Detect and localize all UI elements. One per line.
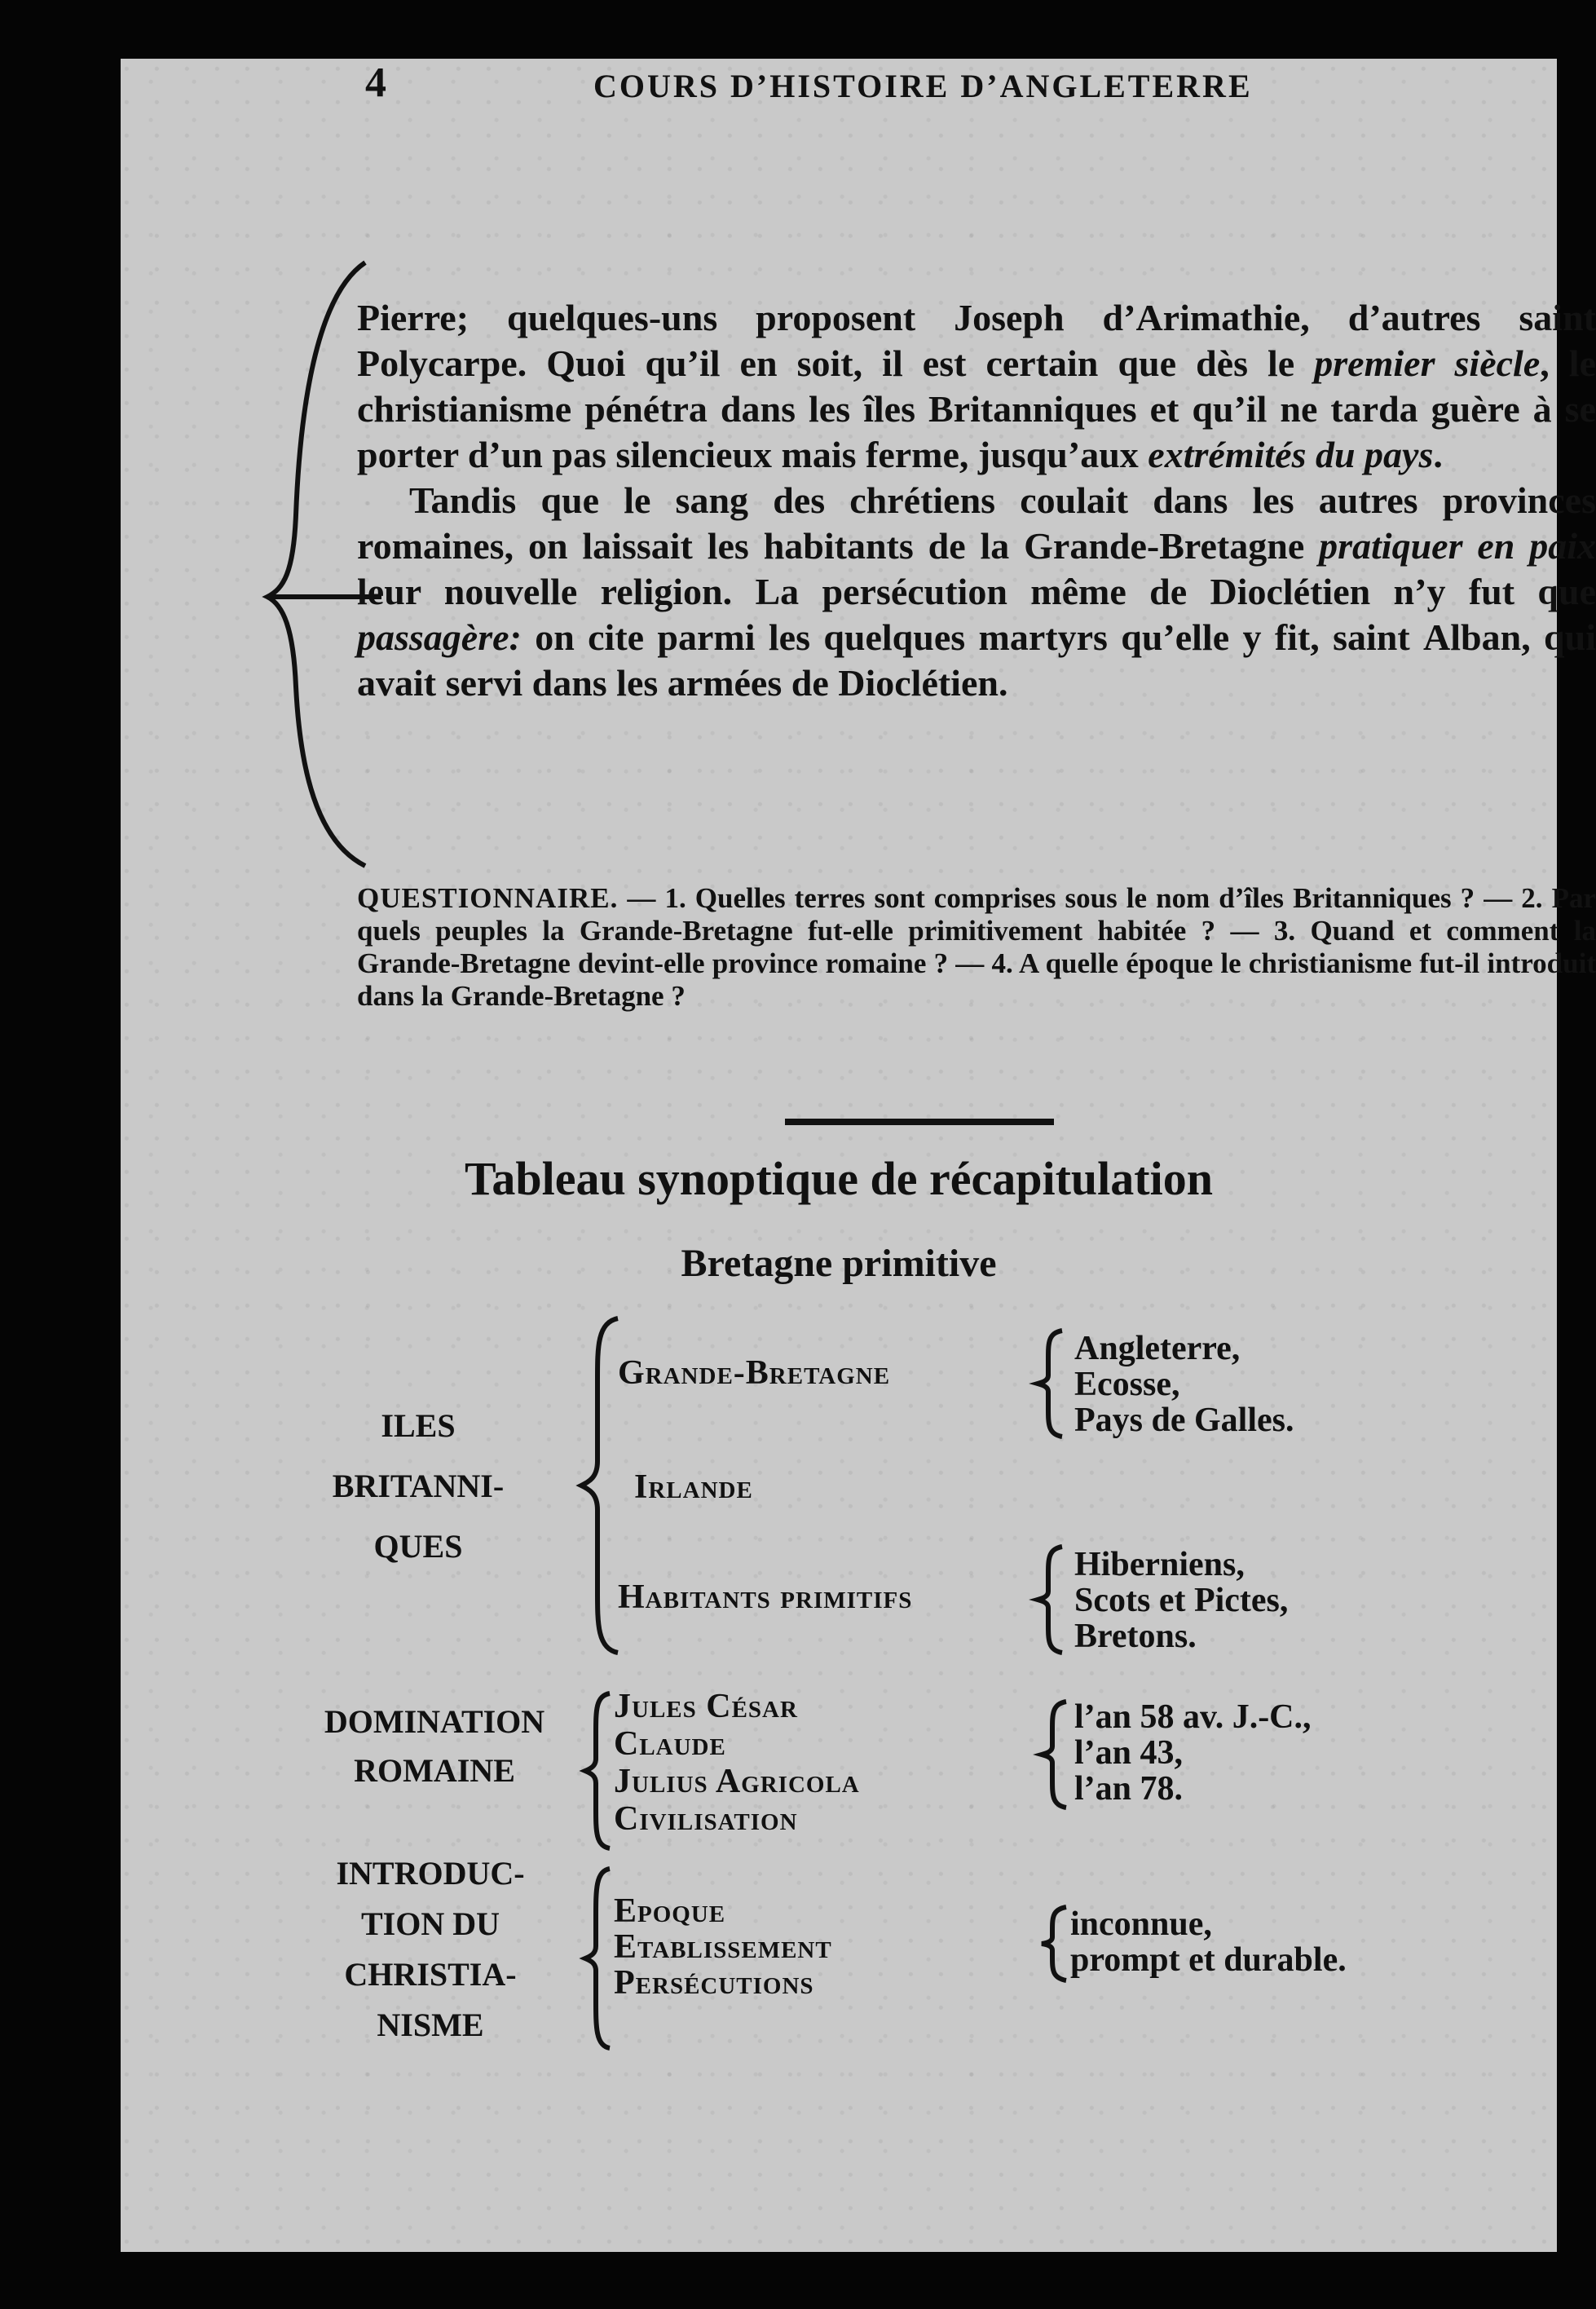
item-grande-bretagne: Grande-Bretagne [618, 1354, 891, 1392]
label-introduction-christianisme: INTRODUC- TION DU CHRISTIA- NISME [336, 1855, 525, 2043]
paragraph-2: Tandis que le sang des chrétiens coulait dans les autres provinces romaines, on laissait les habitants de la Grande-Bretagne pratiquer en paix leur nouvelle religion. La persécution même de Dioclétien n’y fut que passagère: on cite parmi les quelques martyrs qu’elle y fit, saint Alban, qui avait servi dans les armées de Dioclétien. [357, 479, 1596, 704]
introduction-values: inconnue, prompt et durable. [1070, 1905, 1347, 1979]
page-number: 4 [365, 60, 386, 106]
questionnaire-label: QUESTIONNAIRE. [357, 882, 619, 914]
domination-dates: l’an 58 av. J.-C., l’an 43, l’an 78. [1074, 1698, 1312, 1808]
introduction-items: Epoque Etablissement Persécutions [614, 1892, 832, 2002]
label-iles-britanniques: ILES BRITANNI- QUES [332, 1407, 505, 1565]
domination-items: Jules César Claude Julius Agricola Civilisation [614, 1688, 860, 1838]
habitants-list: Hiberniens, Scots et Pictes, Bretons. [1074, 1546, 1289, 1655]
item-irlande: Irlande [634, 1468, 753, 1506]
body-text [357, 295, 1596, 706]
questionnaire [357, 882, 1596, 1013]
brace-introduction [581, 1865, 614, 2052]
brace-dates [1038, 1698, 1070, 1812]
running-title: COURS D’HISTOIRE D’ANGLETERRE [593, 68, 1253, 104]
brace-introduction-values [1038, 1903, 1070, 1985]
page-header [121, 59, 1557, 124]
paragraph-1: Pierre; quelques-uns proposent Joseph d’Arimathie, d’autres saint Polycarpe. Quoi qu’il en soit, il est certain que dès le premier siècle, le christianisme pénétra dans les îles Britanniques et qu’il ne tarda guère à se porter d’un pas silencieux mais ferme, jusqu’aux extrémités du pays. [357, 297, 1596, 475]
gb-list: Angleterre, Ecosse, Pays de Galles. [1074, 1330, 1294, 1439]
questionnaire-text: — 1. Quelles terres sont comprises sous le nom d’îles Britanniques ? — 2. Par quels peuples la Grande-Bretagne fut-elle primitivement habitée ? — 3. Quand et comment la Grande-Bretagne devint-elle province romaine ? — 4. A quelle époque le christianisme fut-il introduit dans la Grande-Bretagne ? [357, 882, 1596, 1012]
table-subtitle: Bretagne primitive [681, 1242, 997, 1285]
table-title: Tableau synoptique de récapitulation [465, 1152, 1213, 1205]
brace-gb [1034, 1327, 1066, 1441]
item-habitants-primitifs: Habitants primitifs [618, 1578, 913, 1616]
book-page [121, 59, 1596, 2252]
section-divider [785, 1119, 1054, 1125]
label-domination-romaine: DOMINATION ROMAINE [324, 1703, 545, 1789]
brace-habitants [1034, 1543, 1066, 1657]
brace-domination [581, 1689, 614, 1852]
